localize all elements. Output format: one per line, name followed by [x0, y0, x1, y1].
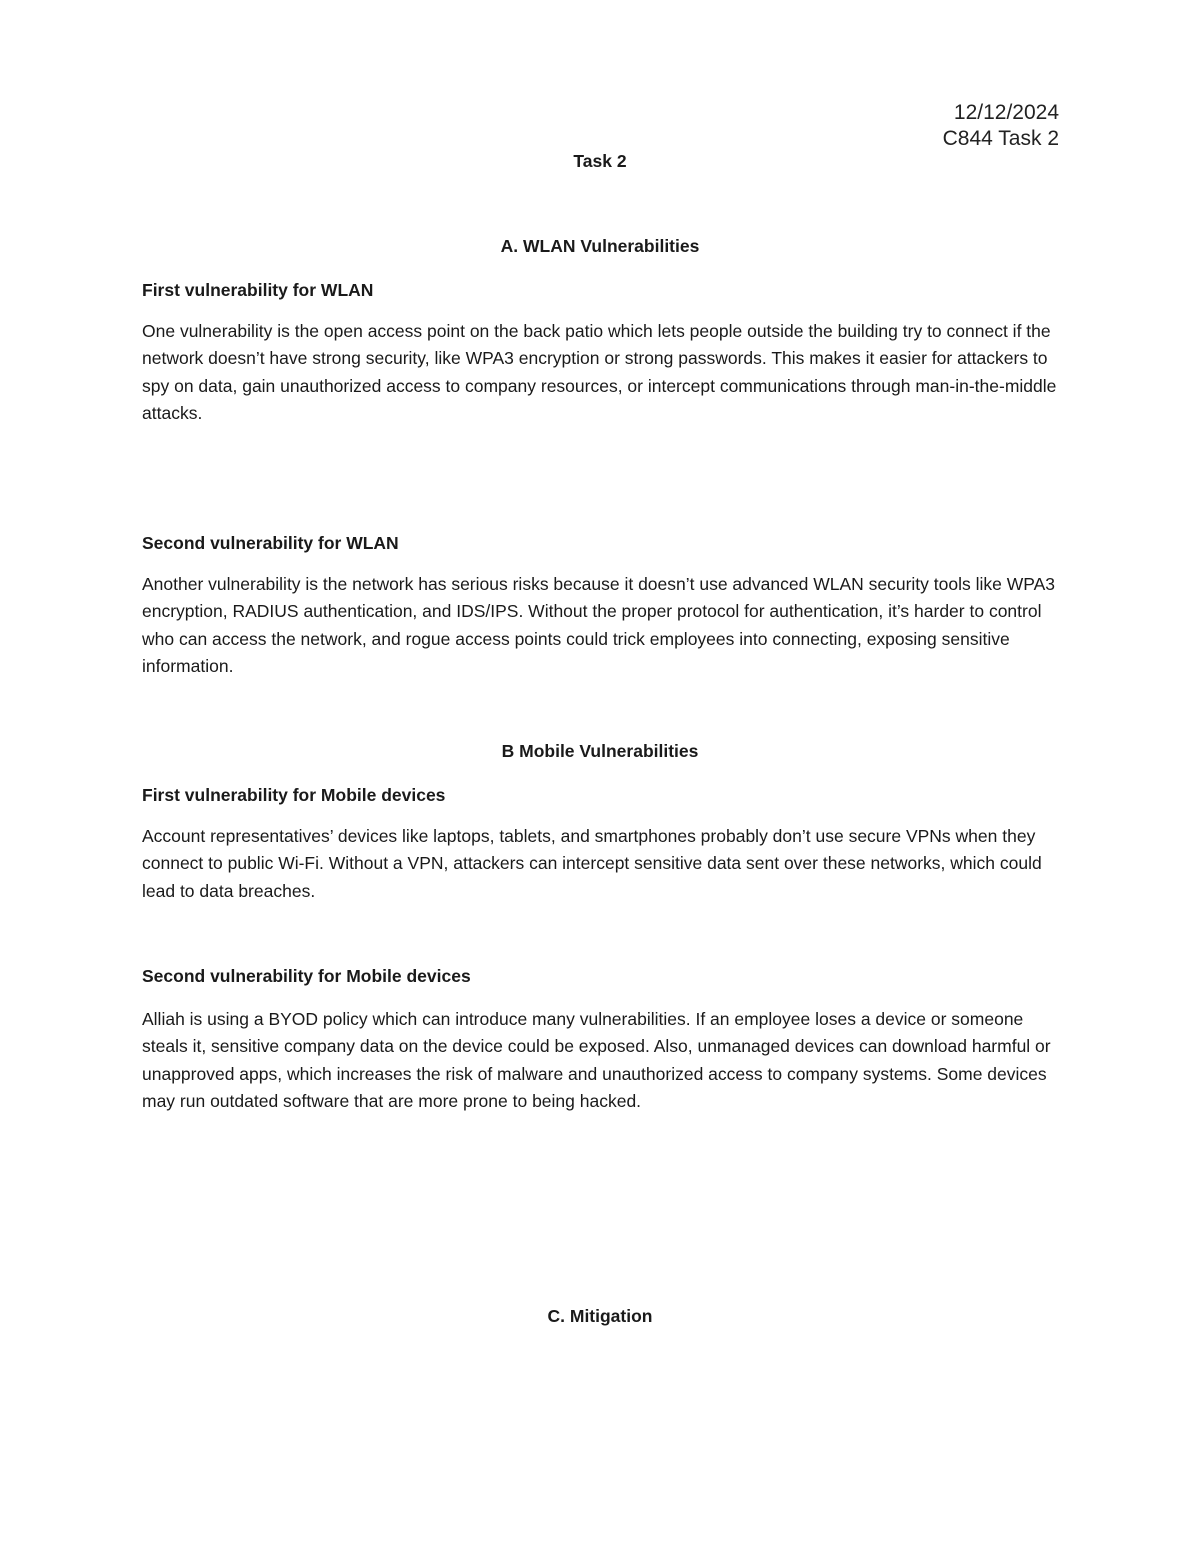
section-a-heading: A. WLAN Vulnerabilities	[500, 236, 700, 256]
header-course: C844 Task 2	[942, 127, 1059, 150]
section-a-second-title: Second vulnerability for WLAN	[142, 533, 399, 553]
section-b-first-paragraph: Account representatives’ devices like laptops, tablets, and smartphones probably don’t use secure VPNs when they connect to public Wi-Fi. Without a VPN, attackers can intercept sensitive data sent over these networks, which could lead to data breaches.	[142, 826, 1042, 901]
section-b-first-title: First vulnerability for Mobile devices	[142, 785, 446, 805]
section-a-first-title: First vulnerability for WLAN	[142, 280, 374, 300]
section-b-second-title: Second vulnerability for Mobile devices	[142, 966, 471, 986]
section-c-heading: C. Mitigation	[547, 1306, 653, 1326]
document-title: Task 2	[573, 151, 627, 171]
section-a-second-paragraph: Another vulnerability is the network has serious risks because it doesn’t use advanced WLAN security tools like WPA3 encryption, RADIUS authentication, and IDS/IPS. Without the proper protocol for authentication, it’s harder to control who can access the network, and rogue access points could trick employees into connecting, exposing sensitive information.	[142, 574, 1056, 677]
page-header	[943, 100, 1059, 152]
section-a-first-paragraph: One vulnerability is the open access point on the back patio which lets people outside the building try to connect if the network doesn’t have strong security, like WPA3 encryption or strong passwords. This makes it easier for attackers to spy on data, gain unauthorized access to company resources, or intercept communications through man-in-the-middle attacks.	[142, 321, 1057, 424]
section-b-heading: B Mobile Vulnerabilities	[501, 741, 699, 761]
section-b-second-paragraph: Alliah is using a BYOD policy which can introduce many vulnerabilities. If an employee loses a device or someone steals it, sensitive company data on the device could be exposed. Also, unmanaged devices can download harmful or unapproved apps, which increases the risk of malware and unauthorized access to company systems. Some devices may run outdated software that are more prone to being hacked.	[142, 1009, 1051, 1112]
header-date: 12/12/2024	[953, 101, 1059, 124]
